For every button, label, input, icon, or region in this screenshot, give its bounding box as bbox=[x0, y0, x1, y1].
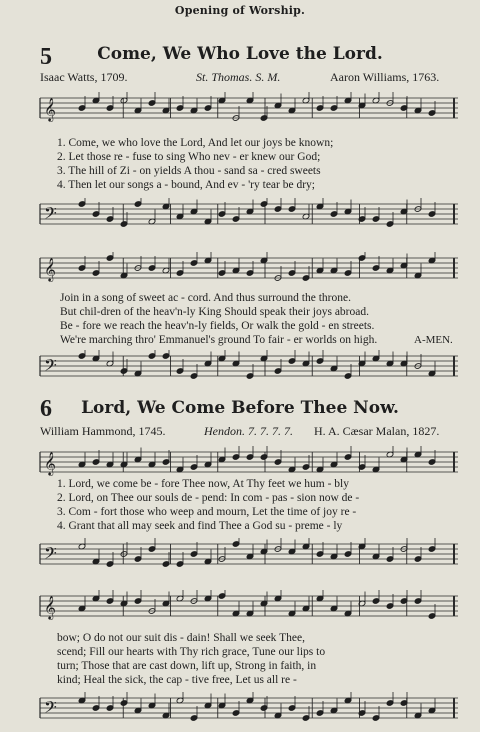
hymn-number: 6 bbox=[40, 396, 52, 422]
hymn-tune: Hendon. 7. 7. 7. 7. bbox=[204, 424, 293, 438]
clef-icon: 𝄞 bbox=[44, 257, 56, 281]
verse-line: 2. Lord, on Thee our souls de - pend: In com - pas - sion now de - bbox=[57, 492, 360, 504]
clef-icon: 𝄢 bbox=[44, 697, 57, 721]
continuation-line: scend; Fill our hearts with Thy rich grace, Tune our lips to bbox=[57, 646, 326, 658]
amen-text: A-MEN. bbox=[414, 334, 453, 346]
refrain-line: But chil-dren of the heav'n-ly King Should speak their joys abroad. bbox=[60, 306, 369, 318]
staff-drawing bbox=[36, 252, 460, 292]
page-header: Opening of Worship. bbox=[174, 4, 306, 17]
clef-icon: 𝄢 bbox=[44, 543, 57, 567]
continuation-line: kind; Heal the sick, the cap - tive free, Let us all re - bbox=[57, 674, 297, 686]
verse-line: 1. Come, we who love the Lord, And let our joys be known; bbox=[57, 137, 334, 149]
clef-icon: 𝄞 bbox=[44, 97, 56, 121]
verse-line: 1. Lord, we come be - fore Thee now, At Thy feet we hum - bly bbox=[57, 478, 349, 490]
verse-line: 3. Com - fort those who weep and mourn, Let the time of joy re - bbox=[57, 506, 357, 518]
hymn-title: Lord, We Come Before Thee Now. bbox=[81, 398, 399, 418]
treble-staff bbox=[36, 252, 460, 292]
staff-drawing bbox=[36, 692, 460, 732]
treble-staff bbox=[36, 590, 460, 630]
treble-staff bbox=[36, 92, 460, 132]
bass-staff bbox=[36, 538, 460, 578]
hymn-tune: St. Thomas. S. M. bbox=[196, 70, 281, 84]
continuation-line: bow; O do not our suit dis - dain! Shall we seek Thee, bbox=[57, 632, 305, 644]
staff-drawing bbox=[36, 350, 460, 390]
continuation-line: turn; Those that are cast down, lift up, Strong in faith, in bbox=[57, 660, 317, 672]
staff-drawing bbox=[36, 92, 460, 132]
hymn-composer: Aaron Williams, 1763. bbox=[330, 70, 440, 84]
bass-staff bbox=[36, 692, 460, 732]
hymn-composer: H. A. Cæsar Malan, 1827. bbox=[314, 424, 440, 438]
staff-drawing bbox=[36, 198, 460, 238]
verse-line: 2. Let those re - fuse to sing Who nev - er knew our God; bbox=[57, 151, 321, 163]
bass-staff bbox=[36, 350, 460, 390]
verse-line: 4. Grant that all may seek and find Thee a God su - preme - ly bbox=[57, 520, 343, 532]
hymn-author: Isaac Watts, 1709. bbox=[40, 70, 128, 84]
bass-staff bbox=[36, 198, 460, 238]
staff-drawing bbox=[36, 590, 460, 630]
clef-icon: 𝄢 bbox=[44, 203, 57, 227]
verse-line: 3. The hill of Zi - on yields A thou - sand sa - cred sweets bbox=[57, 165, 321, 177]
hymn-author: William Hammond, 1745. bbox=[40, 424, 166, 438]
staff-drawing bbox=[36, 538, 460, 578]
clef-icon: 𝄞 bbox=[44, 595, 56, 619]
hymn-title: Come, We Who Love the Lord. bbox=[97, 44, 383, 64]
hymn-number: 5 bbox=[40, 44, 52, 70]
refrain-line: Be - fore we reach the heav'n-ly fields, Or walk the gold - en streets. bbox=[60, 320, 375, 332]
verse-line: 4. Then let our songs a - bound, And ev - 'ry tear be dry; bbox=[57, 179, 315, 191]
clef-icon: 𝄢 bbox=[44, 355, 57, 379]
refrain-line: We're marching thro' Emmanuel's ground To fair - er worlds on high. bbox=[60, 334, 378, 346]
clef-icon: 𝄞 bbox=[44, 451, 56, 475]
refrain-line: Join in a song of sweet ac - cord. And thus surround the throne. bbox=[60, 292, 351, 304]
